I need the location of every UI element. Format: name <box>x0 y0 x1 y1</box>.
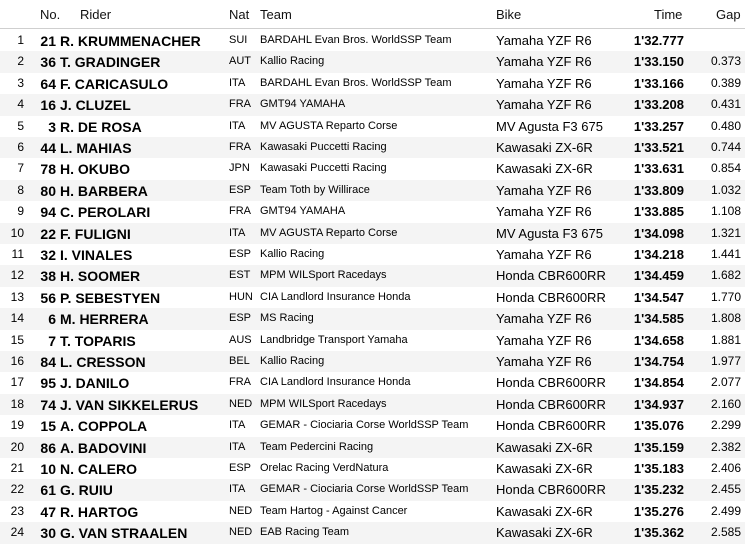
rider-name: I. VINALES <box>60 247 133 263</box>
bike-model: Honda CBR600RR <box>496 482 606 498</box>
bike-model: Yamaha YZF R6 <box>496 33 592 48</box>
rider-nationality: NED <box>229 397 253 410</box>
row-position: 15 <box>10 332 24 347</box>
time-gap: 1.808 <box>710 311 741 326</box>
team-name: EAB Racing Team <box>260 526 350 539</box>
team-name: CIA Landlord Insurance Honda <box>260 376 411 389</box>
rider-nationality: BEL <box>229 355 250 367</box>
rider-nationality: ESP <box>229 248 252 260</box>
table-row <box>0 223 745 244</box>
rider-number: 84 <box>40 354 56 370</box>
team-name: Kallio Racing <box>260 355 325 367</box>
team-name: Landbridge Transport Yamaha <box>260 333 408 346</box>
lap-time: 1'35.183 <box>633 461 684 476</box>
lap-time: 1'34.658 <box>633 332 684 348</box>
time-gap: 1.032 <box>710 182 741 197</box>
bike-model: Kawasaki ZX-6R <box>496 140 593 155</box>
rider-nationality: NED <box>229 504 253 517</box>
row-position: 24 <box>10 525 24 540</box>
row-position: 8 <box>17 182 24 197</box>
bike-model: Yamaha YZF R6 <box>496 311 592 327</box>
team-name: Orelac Racing VerdNatura <box>260 462 389 474</box>
bike-model: Kawasaki ZX-6R <box>496 161 593 177</box>
rider-number: 38 <box>40 268 56 285</box>
team-name: Kallio Racing <box>260 248 325 260</box>
row-position: 19 <box>10 418 24 433</box>
rider-number: 95 <box>40 375 56 392</box>
rider-name: A. COPPOLA <box>60 418 148 435</box>
table-row <box>0 137 745 158</box>
time-gap: 1.770 <box>710 289 741 304</box>
table-row <box>0 394 745 415</box>
bike-model: Yamaha YZF R6 <box>496 75 592 91</box>
table-row <box>0 51 745 72</box>
row-position: 5 <box>17 118 24 133</box>
rider-name: N. CALERO <box>60 461 137 477</box>
table-row <box>0 265 745 286</box>
rider-name: T. GRADINGER <box>60 54 161 71</box>
table-row <box>0 308 745 329</box>
rider-nationality: AUS <box>229 333 252 346</box>
table-row <box>0 73 745 94</box>
lap-time: 1'35.276 <box>633 503 684 519</box>
lap-time: 1'34.754 <box>633 354 684 369</box>
rider-number: 56 <box>40 289 56 306</box>
team-name: CIA Landlord Insurance Honda <box>260 290 411 303</box>
rider-name: M. HERRERA <box>60 311 149 328</box>
lap-time: 1'35.159 <box>633 439 684 455</box>
lap-time: 1'34.585 <box>633 311 684 327</box>
rider-number: 61 <box>40 482 56 499</box>
rider-number: 21 <box>40 33 56 49</box>
rider-nationality: EST <box>229 269 251 282</box>
rider-nationality: ITA <box>229 440 246 453</box>
team-name: BARDAHL Evan Bros. WorldSSP Team <box>260 34 452 46</box>
table-row <box>0 180 745 201</box>
time-gap: 1.321 <box>710 225 741 240</box>
row-position: 12 <box>10 268 24 283</box>
team-name: MPM WILSport Racedays <box>260 269 387 282</box>
table-row <box>0 522 745 543</box>
row-position: 10 <box>10 225 24 240</box>
lap-time: 1'34.937 <box>633 396 684 412</box>
rider-name: T. TOPARIS <box>60 332 136 349</box>
bike-model: Honda CBR600RR <box>496 268 606 284</box>
rider-nationality: FRA <box>229 376 251 389</box>
team-name: Kawasaki Puccetti Racing <box>260 162 387 175</box>
team-name: MV AGUSTA Reparto Corse <box>260 119 398 132</box>
row-position: 3 <box>17 75 24 90</box>
time-gap: 2.160 <box>710 396 741 411</box>
rider-name: H. BARBERA <box>60 182 148 199</box>
bike-model: Honda CBR600RR <box>496 289 606 305</box>
rider-nationality: FRA <box>229 98 251 111</box>
header-rider: Rider <box>80 7 112 22</box>
rider-name: F. CARICASULO <box>60 75 169 92</box>
bike-model: Yamaha YZF R6 <box>496 182 592 198</box>
rider-number: 32 <box>40 247 56 263</box>
time-gap: 0.854 <box>710 161 741 176</box>
time-gap: 1.108 <box>710 204 741 219</box>
rider-name: P. SEBESTYEN <box>60 289 161 306</box>
time-gap: 1.682 <box>710 268 741 283</box>
table-row <box>0 415 745 436</box>
time-gap: 2.382 <box>710 439 741 454</box>
rider-name: F. FULIGNI <box>60 225 131 242</box>
rider-nationality: FRA <box>229 141 251 153</box>
time-gap: 0.744 <box>710 140 741 154</box>
header-time: Time <box>654 7 683 22</box>
rider-name: R. HARTOG <box>60 503 139 520</box>
time-gap: 2.455 <box>710 482 741 497</box>
lap-time: 1'33.150 <box>633 54 684 70</box>
team-name: MPM WILSport Racedays <box>260 397 387 410</box>
rider-name: H. OKUBO <box>60 161 130 178</box>
header-gap: Gap <box>716 7 741 22</box>
rider-number: 80 <box>40 182 56 199</box>
rider-name: C. PEROLARI <box>60 204 151 221</box>
rider-nationality: ITA <box>229 119 246 132</box>
rider-nationality: ITA <box>229 226 246 239</box>
lap-time: 1'34.218 <box>633 247 684 262</box>
rider-nationality: ESP <box>229 462 252 474</box>
header-no: No. <box>40 7 61 22</box>
row-position: 4 <box>17 97 24 112</box>
rider-nationality: ESP <box>229 312 252 325</box>
rider-name: A. BADOVINI <box>60 439 147 456</box>
rider-number: 86 <box>40 439 56 456</box>
rider-name: G. RUIU <box>60 482 113 499</box>
rider-name: L. CRESSON <box>60 354 146 370</box>
rider-number: 47 <box>40 503 56 520</box>
lap-time: 1'33.809 <box>633 182 684 198</box>
bike-model: MV Agusta F3 675 <box>496 225 603 241</box>
row-position: 20 <box>10 439 24 454</box>
table-row <box>0 501 745 522</box>
bike-model: Yamaha YZF R6 <box>496 204 592 220</box>
table-row <box>0 351 745 372</box>
row-position: 2 <box>17 54 24 69</box>
row-position: 13 <box>10 289 24 304</box>
bike-model: Kawasaki ZX-6R <box>496 525 593 541</box>
lap-time: 1'33.257 <box>633 118 684 134</box>
time-gap: 2.299 <box>710 418 741 433</box>
rider-name: J. VAN SIKKELERUS <box>60 396 199 413</box>
bike-model: Kawasaki ZX-6R <box>496 461 593 476</box>
rider-number: 74 <box>40 396 56 413</box>
header-nat: Nat <box>229 7 250 22</box>
rider-nationality: HUN <box>229 290 253 303</box>
team-name: Team Toth by Willirace <box>260 183 370 196</box>
lap-time: 1'35.076 <box>633 418 684 434</box>
table-row <box>0 244 745 265</box>
team-name: MV AGUSTA Reparto Corse <box>260 226 398 239</box>
row-position: 14 <box>10 311 24 326</box>
rider-number: 64 <box>40 75 56 92</box>
rider-number: 30 <box>40 525 56 542</box>
rider-number: 22 <box>40 225 56 242</box>
rider-nationality: ESP <box>229 183 252 196</box>
time-gap: 1.881 <box>710 332 741 347</box>
table-row <box>0 372 745 393</box>
rider-name: J. DANILO <box>60 375 130 392</box>
bike-model: Kawasaki ZX-6R <box>496 503 593 519</box>
bike-model: Yamaha YZF R6 <box>496 97 592 113</box>
bike-model: Honda CBR600RR <box>496 375 606 391</box>
row-position: 18 <box>10 396 24 411</box>
rider-number: 3 <box>48 118 56 135</box>
lap-time: 1'34.547 <box>633 289 684 305</box>
rider-nationality: AUT <box>229 55 251 68</box>
rider-number: 15 <box>40 418 56 435</box>
team-name: Kawasaki Puccetti Racing <box>260 141 387 153</box>
time-gap: 2.406 <box>710 461 741 475</box>
bike-model: Yamaha YZF R6 <box>496 247 592 262</box>
row-position: 17 <box>10 375 24 390</box>
lap-time: 1'34.459 <box>633 268 684 284</box>
team-name: BARDAHL Evan Bros. WorldSSP Team <box>260 76 452 89</box>
rider-number: 10 <box>40 461 56 477</box>
rider-name: J. CLUZEL <box>60 97 131 114</box>
bike-model: Honda CBR600RR <box>496 418 606 434</box>
lap-time: 1'35.362 <box>633 525 684 541</box>
team-name: GMT94 YAMAHA <box>260 98 346 111</box>
rider-name: R. KRUMMENACHER <box>60 33 201 49</box>
team-name: Kallio Racing <box>260 55 325 68</box>
header-team: Team <box>260 7 292 22</box>
lap-time: 1'35.232 <box>633 482 684 498</box>
row-position: 23 <box>10 503 24 518</box>
lap-time: 1'33.166 <box>633 75 684 91</box>
table-row <box>0 30 745 51</box>
team-name: Team Pedercini Racing <box>260 440 374 453</box>
rider-number: 6 <box>48 311 56 328</box>
time-gap: 1.977 <box>710 354 741 368</box>
time-gap: 0.480 <box>710 118 741 133</box>
table-row <box>0 437 745 458</box>
lap-time: 1'33.521 <box>633 140 684 155</box>
team-name: GMT94 YAMAHA <box>260 205 346 218</box>
time-gap: 2.585 <box>710 525 741 540</box>
table-header <box>0 0 745 29</box>
rider-nationality: SUI <box>229 34 248 46</box>
rider-number: 7 <box>48 332 56 349</box>
header-bike: Bike <box>496 7 522 22</box>
lap-time: 1'34.098 <box>633 225 684 241</box>
table-row <box>0 458 745 479</box>
row-position: 21 <box>10 461 24 475</box>
row-position: 11 <box>11 247 24 261</box>
time-gap: 2.499 <box>710 503 741 518</box>
time-gap: 0.373 <box>710 54 741 69</box>
time-gap: 0.431 <box>710 97 741 112</box>
rider-number: 36 <box>40 54 56 71</box>
row-position: 9 <box>17 204 24 219</box>
rider-nationality: ITA <box>229 76 246 89</box>
rider-name: G. VAN STRAALEN <box>60 525 188 542</box>
table-row <box>0 479 745 500</box>
rider-number: 94 <box>40 204 56 221</box>
rider-name: L. MAHIAS <box>60 140 132 156</box>
rider-number: 78 <box>40 161 56 178</box>
rider-nationality: FRA <box>229 205 251 218</box>
time-gap: 1.441 <box>710 247 741 261</box>
table-row <box>0 158 745 179</box>
team-name: MS Racing <box>260 312 314 325</box>
row-position: 22 <box>10 482 24 497</box>
bike-model: MV Agusta F3 675 <box>496 118 603 134</box>
table-row <box>0 94 745 115</box>
rider-nationality: NED <box>229 526 253 539</box>
table-row <box>0 201 745 222</box>
rider-number: 16 <box>40 97 56 114</box>
lap-time: 1'34.854 <box>633 375 684 391</box>
lap-time: 1'33.208 <box>633 97 684 113</box>
team-name: GEMAR - Ciociaria Corse WorldSSP Team <box>260 419 469 432</box>
bike-model: Yamaha YZF R6 <box>496 54 592 70</box>
rider-name: R. DE ROSA <box>60 118 142 135</box>
row-position: 7 <box>17 161 24 176</box>
table-row <box>0 330 745 351</box>
lap-time: 1'33.631 <box>633 161 684 177</box>
table-row <box>0 287 745 308</box>
row-position: 6 <box>17 140 24 154</box>
bike-model: Yamaha YZF R6 <box>496 332 592 348</box>
lap-time: 1'33.885 <box>633 204 684 220</box>
bike-model: Honda CBR600RR <box>496 396 606 412</box>
row-position: 16 <box>10 354 24 368</box>
team-name: GEMAR - Ciociaria Corse WorldSSP Team <box>260 483 469 496</box>
rider-nationality: ITA <box>229 419 246 432</box>
bike-model: Kawasaki ZX-6R <box>496 439 593 455</box>
lap-time: 1'32.777 <box>633 33 684 48</box>
rider-nationality: ITA <box>229 483 246 496</box>
row-position: 1 <box>17 33 24 47</box>
rider-name: H. SOOMER <box>60 268 141 285</box>
time-gap: 0.389 <box>710 75 741 90</box>
rider-nationality: JPN <box>229 162 250 175</box>
team-name: Team Hartog - Against Cancer <box>260 504 408 517</box>
rider-number: 44 <box>40 140 56 156</box>
table-row <box>0 116 745 137</box>
time-gap: 2.077 <box>710 375 741 390</box>
bike-model: Yamaha YZF R6 <box>496 354 592 369</box>
